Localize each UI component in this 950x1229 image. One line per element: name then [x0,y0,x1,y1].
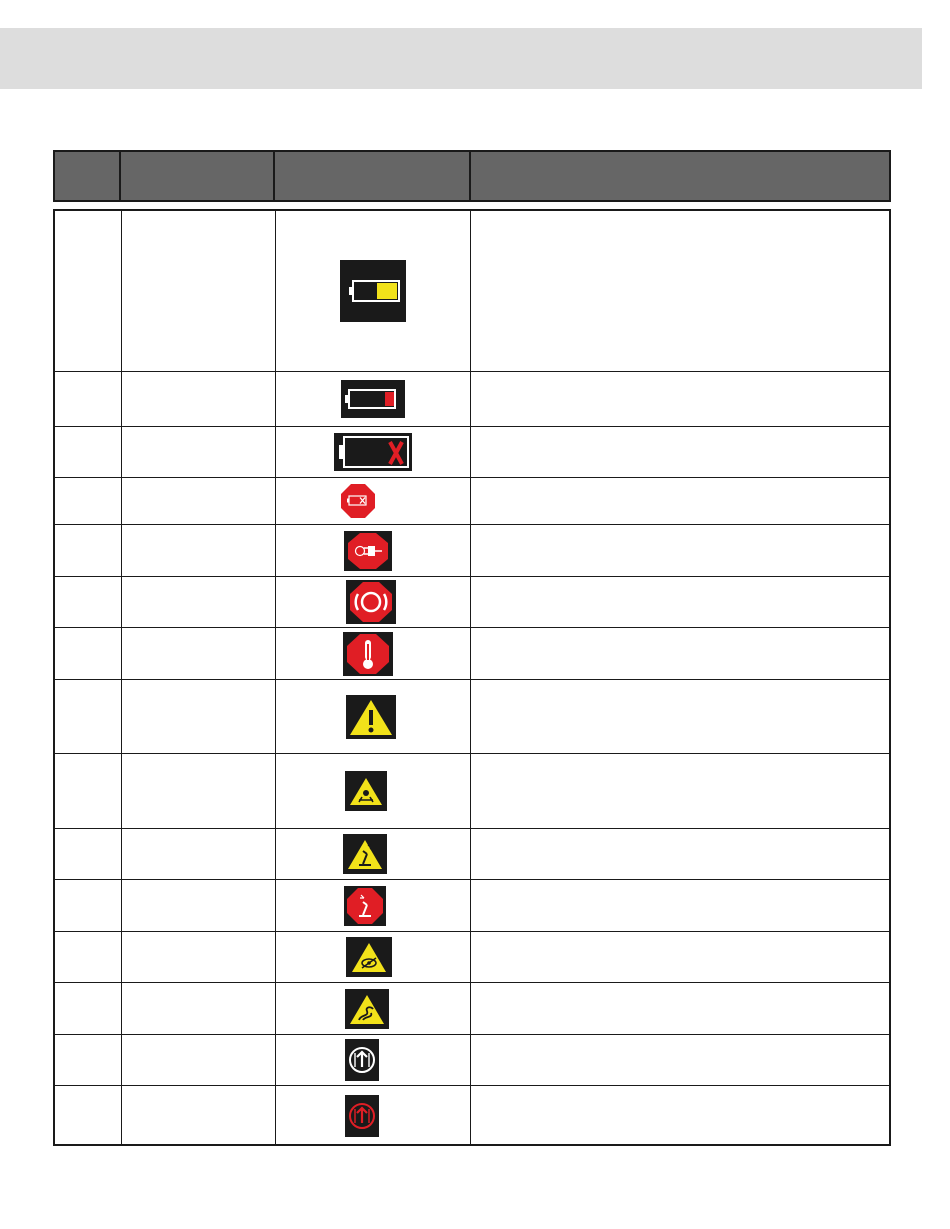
lift-white-circle-icon [276,1035,469,1085]
row-name [122,628,275,679]
row-name [122,1086,275,1146]
row-description [471,427,889,477]
header-col-1 [55,152,127,200]
table-row [55,628,889,679]
blade-warning-triangle-icon [276,754,469,828]
top-banner [0,28,922,89]
row-id [55,754,121,828]
table-row [55,932,889,982]
row-name [122,983,275,1034]
table-row [55,680,889,753]
row-id [55,427,121,477]
row-id [55,628,121,679]
sensor-blocked-triangle-icon [276,932,469,982]
temperature-octagon-icon [276,628,469,679]
table-row [55,983,889,1034]
tilt-warning-triangle-icon [276,829,469,879]
row-name [122,211,275,371]
row-description [471,880,889,931]
table-header [53,150,891,202]
battery-half-yellow-icon [276,211,469,371]
row-name [122,525,275,576]
row-description [471,754,889,828]
row-name [122,829,275,879]
row-id [55,880,121,931]
tilt-stop-octagon-icon [276,880,469,931]
battery-error-octagon-icon [276,478,469,524]
row-id [55,829,121,879]
table-row [55,525,889,576]
row-name [122,880,275,931]
table-row [55,478,889,524]
row-name [122,1035,275,1085]
row-description [471,932,889,982]
row-id [55,1035,121,1085]
row-description [471,577,889,627]
charger-plug-octagon-icon [276,525,469,576]
row-description [471,372,889,426]
row-description [471,478,889,524]
row-description [471,680,889,753]
row-name [122,478,275,524]
table-row [55,829,889,879]
row-name [122,680,275,753]
row-id [55,577,121,627]
table-row [55,1035,889,1085]
row-id [55,680,121,753]
brake-octagon-icon [276,577,469,627]
row-description [471,211,889,371]
row-description [471,525,889,576]
row-id [55,932,121,982]
row-id [55,211,121,371]
header-col-2 [121,152,280,200]
icon-table [53,209,891,1146]
row-id [55,525,121,576]
row-name [122,372,275,426]
row-id [55,372,121,426]
table-row [55,372,889,426]
row-name [122,754,275,828]
row-name [122,932,275,982]
row-description [471,829,889,879]
table-row [55,427,889,477]
lift-red-circle-icon [276,1086,469,1146]
row-id [55,983,121,1034]
row-description [471,983,889,1034]
row-name [122,427,275,477]
row-id [55,478,121,524]
table-row [55,577,889,627]
row-id [55,1086,121,1146]
table-row [55,754,889,828]
table-row [55,880,889,931]
row-description [471,628,889,679]
row-description [471,1086,889,1146]
header-col-4 [471,152,897,200]
table-row [55,211,889,371]
battery-empty-x-icon [276,427,469,477]
row-description [471,1035,889,1085]
table-row [55,1086,889,1146]
row-name [122,577,275,627]
header-col-3 [275,152,476,200]
general-warning-triangle-icon [276,680,469,753]
slippery-slope-triangle-icon [276,983,469,1034]
battery-low-red-icon [276,372,469,426]
